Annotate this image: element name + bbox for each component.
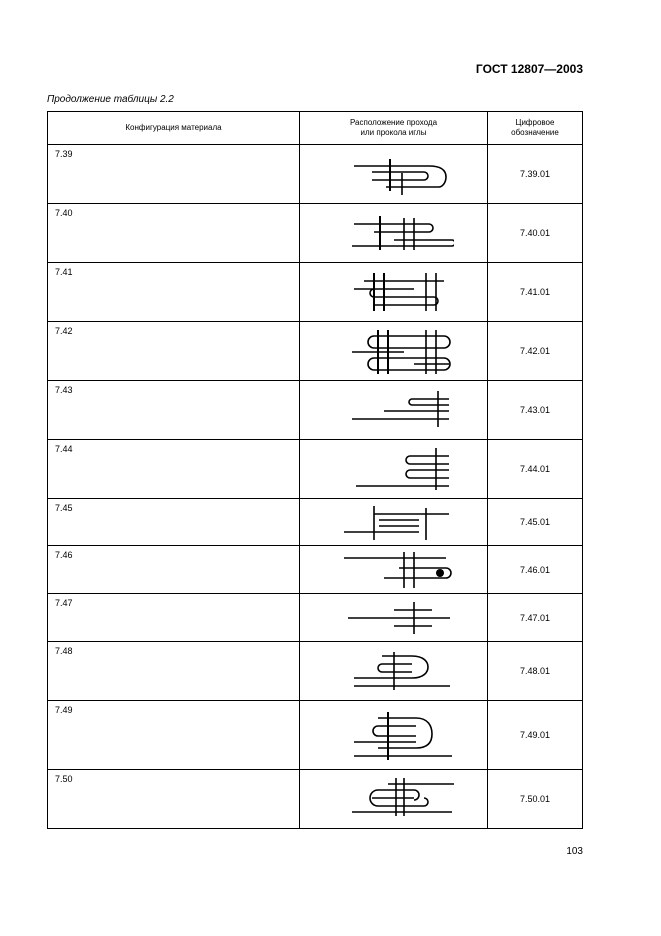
row-numeric-code: 7.44.01 — [488, 440, 583, 499]
header-needle-position: Расположение прохода или прокола иглы — [300, 112, 488, 145]
row-numeric-code: 7.50.01 — [488, 770, 583, 829]
table-row — [48, 770, 583, 829]
table-row — [48, 701, 583, 770]
stitch-diagram-7-41-icon — [334, 269, 454, 315]
row-numeric-code: 7.41.01 — [488, 263, 583, 322]
row-config-number: 7.47 — [48, 594, 300, 642]
row-numeric-code: 7.49.01 — [488, 701, 583, 770]
stitch-diagram-7-40-icon — [334, 210, 454, 256]
table-row — [48, 145, 583, 204]
stitch-diagram-7-42-icon — [334, 328, 454, 374]
row-config-number: 7.48 — [48, 642, 300, 701]
stitch-diagram-7-39-icon — [334, 151, 454, 197]
row-config-number: 7.41 — [48, 263, 300, 322]
row-config-number: 7.40 — [48, 204, 300, 263]
row-numeric-code: 7.48.01 — [488, 642, 583, 701]
table-row — [48, 381, 583, 440]
row-config-number: 7.43 — [48, 381, 300, 440]
row-config-number: 7.44 — [48, 440, 300, 499]
row-config-number: 7.42 — [48, 322, 300, 381]
stitch-diagram-7-47-icon — [334, 598, 454, 638]
table-header-row — [48, 112, 583, 145]
row-config-number: 7.39 — [48, 145, 300, 204]
table-row — [48, 440, 583, 499]
stitch-diagram-7-43-icon — [334, 387, 454, 433]
stitch-diagram-7-48-icon — [334, 648, 454, 694]
stitch-diagram-7-49-icon — [334, 708, 454, 762]
header-material-configuration: Конфигурация материала — [48, 112, 300, 145]
configuration-table — [47, 111, 583, 829]
table-row — [48, 499, 583, 546]
row-numeric-code: 7.39.01 — [488, 145, 583, 204]
stitch-diagram-7-44-icon — [334, 446, 454, 492]
row-numeric-code: 7.40.01 — [488, 204, 583, 263]
row-config-number: 7.50 — [48, 770, 300, 829]
table-row — [48, 204, 583, 263]
table-row — [48, 322, 583, 381]
table-row — [48, 594, 583, 642]
row-numeric-code: 7.47.01 — [488, 594, 583, 642]
row-numeric-code: 7.45.01 — [488, 499, 583, 546]
row-numeric-code: 7.43.01 — [488, 381, 583, 440]
standard-designation: ГОСТ 12807—2003 — [475, 62, 583, 76]
row-config-number: 7.46 — [48, 546, 300, 594]
table-row — [48, 642, 583, 701]
stitch-diagram-7-46-icon — [334, 550, 454, 590]
page-number: 103 — [566, 846, 583, 857]
stitch-diagram-7-50-icon — [334, 776, 454, 822]
header-numeric-designation: Цифровое обозначение — [488, 112, 583, 145]
table-row — [48, 263, 583, 322]
table-row — [48, 546, 583, 594]
row-config-number: 7.49 — [48, 701, 300, 770]
row-numeric-code: 7.42.01 — [488, 322, 583, 381]
row-numeric-code: 7.46.01 — [488, 546, 583, 594]
table-caption: Продолжение таблицы 2.2 — [47, 94, 174, 105]
row-config-number: 7.45 — [48, 499, 300, 546]
stitch-diagram-7-45-icon — [334, 502, 454, 542]
